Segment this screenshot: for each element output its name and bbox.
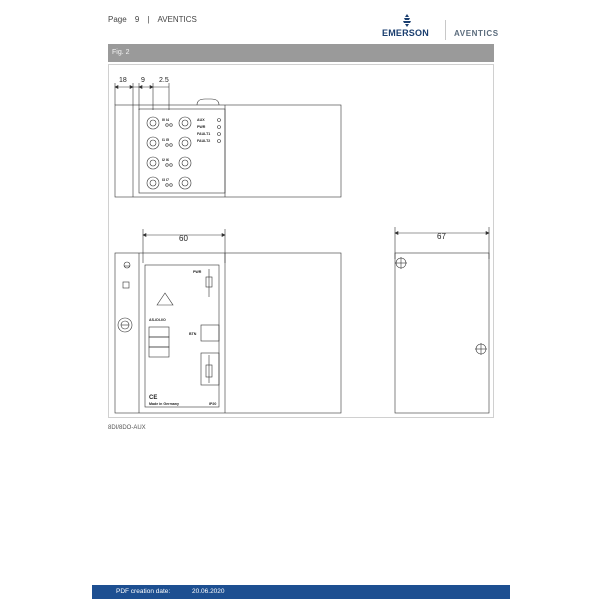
led-aux: AUX: [197, 118, 205, 122]
aventics-wordmark: AVENTICS: [454, 29, 499, 38]
footer-bar: [92, 585, 510, 599]
top-dim-c: 2.5: [159, 77, 169, 84]
led-fault2: FAULT2: [197, 139, 211, 143]
front-model-label: AS-iDI-I/O: [149, 318, 166, 322]
side-view: [395, 227, 489, 413]
front-ce-mark: CE: [149, 395, 158, 401]
front-code: IP20: [209, 402, 217, 406]
port-label-2: I2 I6: [162, 158, 169, 162]
front-dim-width: 60: [179, 234, 188, 243]
header-company: AVENTICS: [157, 15, 197, 24]
top-dim-a: 18: [119, 77, 127, 84]
led-pwr: PWR: [197, 125, 206, 129]
figure-label: Fig. 2: [112, 49, 130, 56]
port-label-3: I3 I7: [162, 178, 169, 182]
page-header: [108, 15, 203, 24]
front-pwr-label: PWR: [193, 270, 202, 274]
drawing-svg: [109, 65, 493, 417]
port-label-1: I1 I5: [162, 138, 169, 142]
technical-drawing: [108, 64, 494, 418]
brand-logo: [378, 14, 508, 40]
front-btn-label: BTN: [189, 332, 197, 336]
footer-date: 20.06.2020: [192, 588, 225, 595]
page-label: Page: [108, 15, 127, 24]
page-number: 9: [134, 15, 140, 24]
top-view: [115, 83, 341, 197]
figure-caption: 8DI/8DO-AUX: [108, 425, 146, 431]
figure-title-bar: [108, 44, 494, 62]
side-dim-depth: 67: [437, 232, 446, 241]
emerson-wordmark: EMERSON: [382, 28, 429, 38]
header-separator: |: [147, 15, 150, 24]
front-made-in: Made in Germany: [149, 402, 179, 406]
top-dim-b: 9: [141, 77, 145, 84]
logo-divider: [445, 20, 446, 40]
port-label-0: I0 I4: [162, 118, 169, 122]
emerson-logo-icon: [400, 14, 414, 28]
led-fault1: FAULT1: [197, 132, 211, 136]
footer-label: PDF creation date:: [116, 588, 171, 595]
